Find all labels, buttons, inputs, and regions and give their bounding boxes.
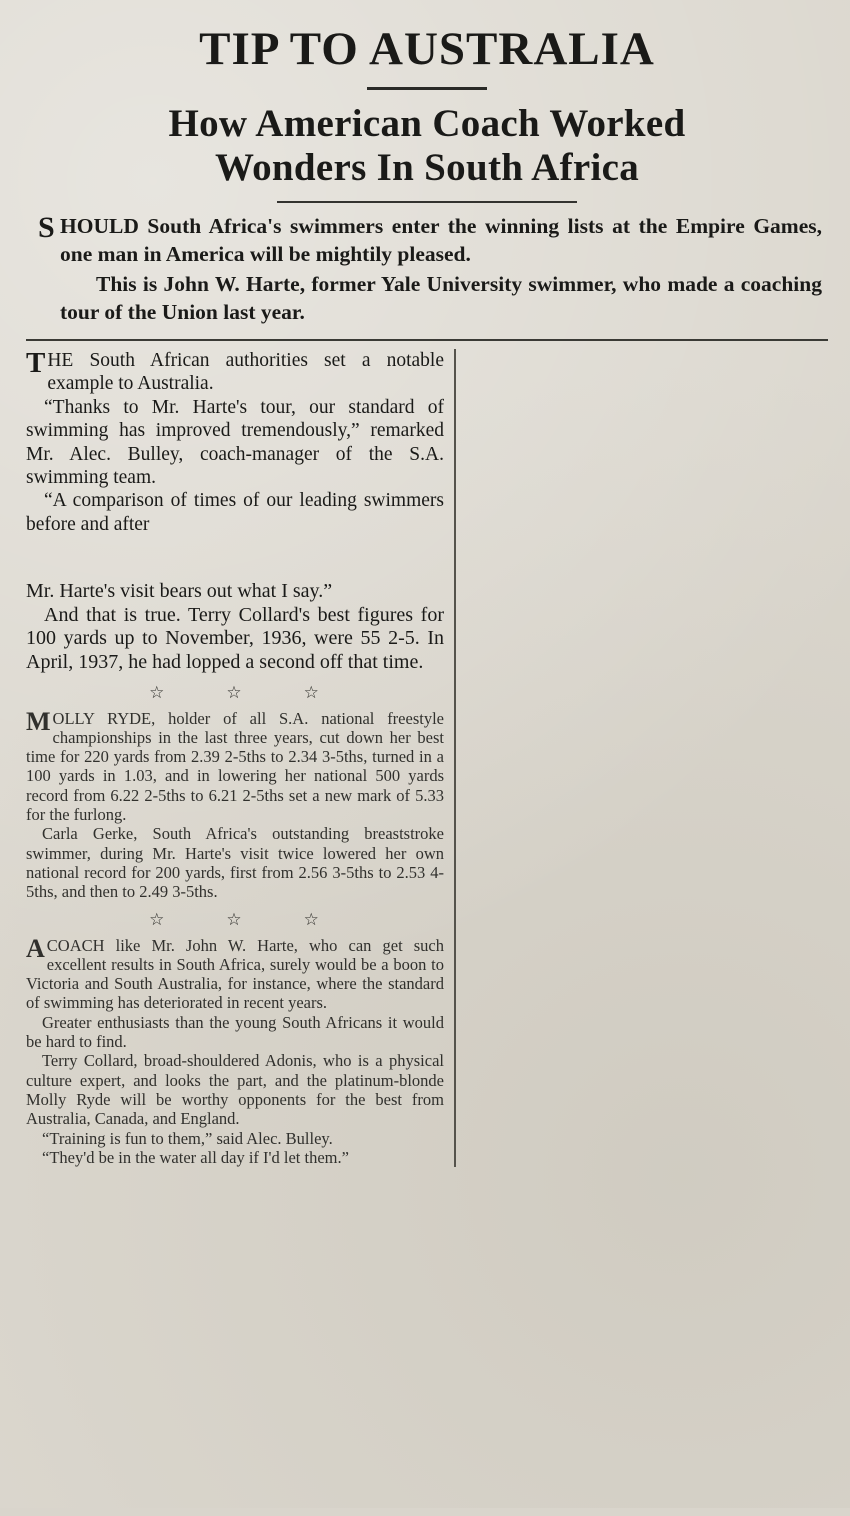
star-icon: ☆ — [149, 909, 227, 929]
column-two-paragraph-2: And that is true. Terry Collard's best figures for 100 yards up to November, 1936, were 55 2-5. In April, 1937, he had lopped a second off that time. — [26, 603, 444, 673]
lead-paragraph-1-text: HOULD South Africa's swimmers enter the winning lists at the Empire Games, one man in America will be mightily pleased. — [60, 214, 822, 267]
section-coach-paragraph-1-text: COACH like Mr. John W. Harte, who can get such excellent results in South Africa, surely would be a boon to Victoria and South Australia, for instance, where the standard of swimming has deteriorated in recent years. — [26, 935, 444, 1013]
section-coach-paragraph-2: Greater enthusiasts than the young South Africans it would be hard to find. — [26, 1012, 444, 1052]
subheadline — [26, 102, 828, 189]
lead-dropcap: S — [38, 211, 55, 245]
section-molly-paragraph-1 — [26, 706, 444, 825]
star-icon: ☆ — [226, 909, 304, 929]
section-molly-dropcap: M — [26, 706, 51, 736]
lead-paragraph-2: This is John W. Harte, former Yale University swimmer, who made a coaching tour of the Union last year. — [60, 272, 822, 325]
page-title: TIP TO AUSTRALIA — [199, 23, 655, 75]
column-one-dropcap: T — [26, 347, 46, 380]
column-one-paragraph-3: “A comparison of times of our leading swimmers before and after — [26, 490, 444, 535]
section-coach-block — [26, 933, 444, 1168]
section-molly-paragraph-2: Carla Gerke, South Africa's outstanding breaststroke swimmer, during Mr. Harte's visit twice lowered her own national record for 200 yards, first from 2.56 3-5ths to 2.53 4-5ths, and then to 2.49 3-5ths. — [26, 824, 444, 902]
column-break-gap — [26, 536, 444, 580]
title-divider — [367, 87, 487, 90]
article-column — [26, 349, 456, 1167]
section-coach-paragraph-5: “They'd be in the water all day if I'd let them.” — [42, 1147, 349, 1167]
section-ornament-2 — [26, 910, 444, 930]
star-icon: ☆ — [303, 682, 381, 702]
lead-paragraph-block — [26, 213, 828, 327]
column-one-paragraph-1-text: HE South African authorities set a notable example to Australia. — [47, 350, 444, 395]
star-icon: ☆ — [149, 682, 227, 702]
column-two-paragraph-1: Mr. Harte's visit bears out what I say.” — [26, 580, 333, 603]
lead-divider — [26, 339, 828, 341]
article-clipping — [26, 23, 828, 1516]
section-molly-block — [26, 706, 444, 902]
section-ornament-1 — [26, 683, 444, 703]
section-molly-paragraph-1-text: OLLY RYDE, holder of all S.A. national freestyle championships in the last three years, cut down her best time for 220 yards from 2.39 2-5ths to 2.34 3-5ths, turned in a 100 yards in 1.03, and in lowering her national 500 yards record from 6.22 2-5ths to 6.21 2-5ths set a new mark of 5.33 for the furlong. — [26, 708, 444, 825]
section-coach-paragraph-1 — [26, 933, 444, 1013]
star-icon: ☆ — [226, 682, 304, 702]
lead-paragraph-1 — [38, 211, 822, 269]
section-coach-paragraph-4: “Training is fun to them,” said Alec. Bulley. — [42, 1128, 333, 1148]
column-one-paragraph-2: “Thanks to Mr. Harte's tour, our standard of swimming has improved tremendously,” remarked Mr. Alec. Bulley, coach-manager of the S.A. swimming team. — [26, 396, 444, 489]
section-coach-dropcap: A — [26, 933, 45, 963]
column-two-block — [26, 580, 444, 674]
star-icon: ☆ — [303, 909, 381, 929]
column-one-paragraph-1 — [26, 349, 444, 396]
subheadline-divider — [277, 201, 577, 203]
section-coach-paragraph-3: Terry Collard, broad-shouldered Adonis, who is a physical culture expert, and looks the part, and the platinum-blonde Molly Ryde will be worthy opponents for the best from Australia, Canada, and England. — [26, 1051, 444, 1129]
subheadline-line-2: Wonders In South Africa — [214, 145, 640, 189]
subheadline-line-1: How American Coach Worked — [168, 102, 686, 145]
column-one-block — [26, 349, 444, 536]
